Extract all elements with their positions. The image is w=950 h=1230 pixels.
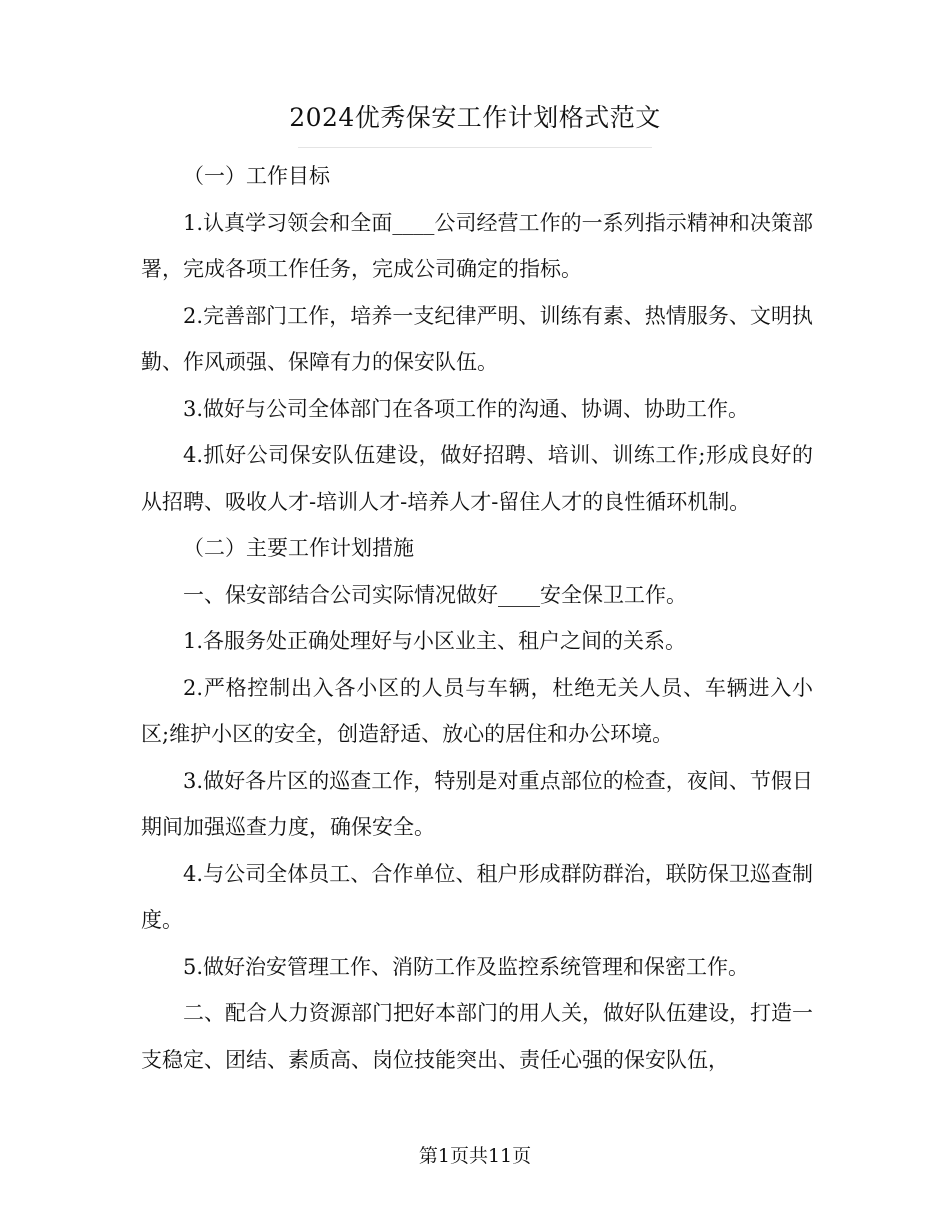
paragraph: 4.抓好公司保安队伍建设，做好招聘、培训、训练工作;形成良好的从招聘、吸收人才-培训人才-培养人才-留住人才的良性循环机制。 <box>141 443 813 514</box>
paragraph: 一、保安部结合公司实际情况做好____安全保卫工作。 <box>183 582 687 607</box>
document-title: 2024优秀保安工作计划格式范文 <box>289 103 661 132</box>
paragraph: 二、配合人力资源部门把好本部门的用人关，做好队伍建设，打造一支稳定、团结、素质高、岗位技能突出、责任心强的保安队伍， <box>141 1001 813 1072</box>
title-divider <box>298 147 652 148</box>
paragraph: 4.与公司全体员工、合作单位、租户形成群防群治，联防保卫巡查制度。 <box>141 861 813 932</box>
paragraph: 1.各服务处正确处理好与小区业主、租户之间的关系。 <box>183 629 687 653</box>
paragraph: 1.认真学习领会和全面____公司经营工作的一系列指示精神和决策部署，完成各项工作任务，完成公司确定的指标。 <box>141 210 813 281</box>
paragraph: 3.做好与公司全体部门在各项工作的沟通、协调、协助工作。 <box>183 396 750 421</box>
document-body <box>141 153 813 1083</box>
paragraph: 2.完善部门工作，培养一支纪律严明、训练有素、热情服务、文明执勤、作风顽强、保障有力的保安队伍。 <box>141 303 813 374</box>
section-heading-measures: （二）主要工作计划措施 <box>183 536 414 560</box>
page-number: 第1页共11页 <box>418 1145 532 1167</box>
paragraph: 2.严格控制出入各小区的人员与车辆，杜绝无关人员、车辆进入小区;维护小区的安全，创造舒适、放心的居住和办公环境。 <box>141 675 813 746</box>
section-heading-goals: （一）工作目标 <box>183 164 330 188</box>
paragraph: 3.做好各片区的巡查工作，特别是对重点部位的检查，夜间、节假日期间加强巡查力度，确保安全。 <box>141 768 813 839</box>
paragraph: 5.做好治安管理工作、消防工作及监控系统管理和保密工作。 <box>183 954 750 979</box>
